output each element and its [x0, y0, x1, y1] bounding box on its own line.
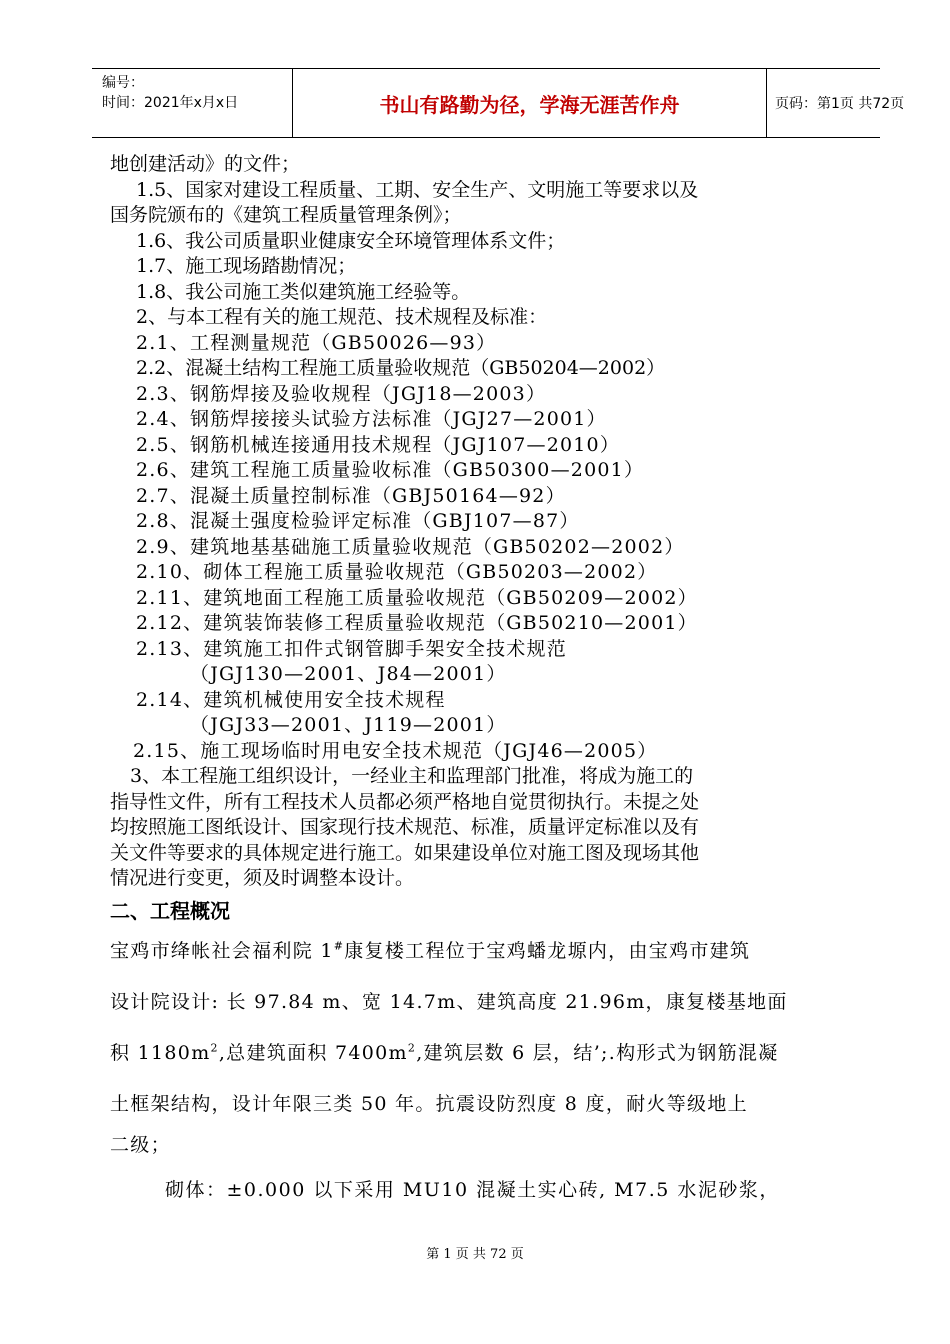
text-line: 均按照施工图纸设计、国家现行技术规范、标准，质量评定标准以及有 [110, 816, 700, 838]
text-line: 情况进行变更，须及时调整本设计。 [110, 867, 415, 889]
standard-item: 2.11、建筑地面工程施工质量验收规范（GB50209—2002） [136, 586, 698, 609]
header-page-info: 页码：第1页 共72页 [775, 96, 905, 112]
overview-line [110, 1028, 870, 1079]
document-time-label: 时间：2021年x月x日 [102, 95, 239, 111]
standard-item: 2.4、钢筋焊接接头试验方法标准（JGJ27—2001） [136, 408, 607, 430]
text-line: 地创建活动》的文件； [110, 153, 301, 175]
standard-item: 2.1、工程测量规范（GB50026—93） [136, 331, 497, 354]
text-line: 1.7、施工现场踏勘情况； [136, 255, 357, 277]
overview-line: 土框架结构，设计年限三类 50 年。抗震设防烈度 8 度，耐火等级地上 [110, 1092, 748, 1115]
section-heading: 二、工程概况 [110, 898, 230, 923]
standard-item-code: （JGJ33—2001、J119—2001） [190, 714, 507, 736]
overview-line: 设计院设计: 长 97.84 m、宽 14.7m、建筑高度 21.96m，康复楼基地面 [110, 990, 788, 1013]
overview-superscript: 2 [407, 1041, 417, 1055]
text-line: 指导性文件，所有工程技术人员都必须严格地自觉贯彻执行。未提之处 [110, 790, 700, 813]
text-line: 1.6、我公司质量职业健康安全环境管理体系文件； [136, 229, 566, 252]
overview-text: 积 1180m [110, 1041, 211, 1064]
text-line: 1.8、我公司施工类似建筑施工经验等。 [136, 280, 471, 303]
standard-item: 2.3、钢筋焊接及验收规程（JGJ18—2003） [136, 382, 547, 405]
standard-item: 2.8、混凝土强度检验评定标准（GBJ107—87） [136, 510, 580, 532]
header-motto: 书山有路勤为径，学海无涯苦作舟 [292, 69, 767, 137]
header-meta [92, 69, 292, 137]
masonry-spec: 砌体：±0.000 以下采用 MU10 混凝土实心砖, M7.5 水泥砂浆， [165, 1178, 780, 1201]
overview-superscript: # [333, 939, 345, 953]
text-line: 关文件等要求的具体规定进行施工。如果建设单位对施工图及现场其他 [110, 841, 700, 864]
standard-item: 2.7、混凝土质量控制标准（GBJ50164—92） [136, 484, 566, 507]
overview-line: 二级； [110, 1133, 171, 1156]
overview-text: 康复楼工程位于宝鸡蟠龙塬内，由宝鸡市建筑 [344, 939, 751, 962]
standard-item: 2.6、建筑工程施工质量验收标准（GB50300—2001） [136, 459, 645, 481]
page-footer: 第 1 页 共 72 页 [426, 1247, 524, 1262]
standard-item: 2.12、建筑装饰装修工程质量验收规范（GB50210—2001） [136, 612, 698, 634]
overview-superscript: 2 [210, 1041, 219, 1055]
document-body [110, 152, 870, 1208]
standard-item: 2.13、建筑施工扣件式钢管脚手架安全技术规范 [136, 637, 567, 660]
project-overview [110, 926, 870, 1160]
standard-item: 2.5、钢筋机械连接通用技术规程（JGJ107—2010） [136, 433, 621, 456]
overview-line [110, 926, 870, 977]
standard-item: 2.10、砌体工程施工质量验收规范（GB50203—2002） [136, 561, 658, 583]
text-line: 2、与本工程有关的施工规范、技术规程及标准： [136, 306, 548, 328]
standard-item: 2.14、建筑机械使用安全技术规程 [136, 688, 446, 711]
document-number-label: 编号： [102, 75, 144, 91]
text-line: 3、本工程施工组织设计，一经业主和监理部门批准，将成为施工的 [130, 765, 694, 787]
overview-text: ,建筑层数 6 层，结’;.构形式为钢筋混凝 [416, 1041, 779, 1064]
overview-text: ,总建筑面积 7400m [218, 1041, 408, 1064]
standard-item: 2.15、施工现场临时用电安全技术规范（JGJ46—2005） [133, 739, 658, 762]
overview-text: 宝鸡市绛帐社会福利院 1 [110, 939, 334, 962]
page-header [92, 68, 905, 138]
standard-item: 2.2、混凝土结构工程施工质量验收规范（GB50204—2002） [136, 357, 666, 379]
standard-item: 2.9、建筑地基基础施工质量验收规范（GB50202—2002） [136, 535, 685, 558]
text-line: 1.5、国家对建设工程质量、工期、安全生产、文明施工等要求以及 [136, 178, 699, 201]
text-line: 国务院颁布的《建筑工程质量管理条例》； [110, 204, 462, 226]
standard-item-code: （JGJ130—2001、J84—2001） [190, 663, 507, 685]
